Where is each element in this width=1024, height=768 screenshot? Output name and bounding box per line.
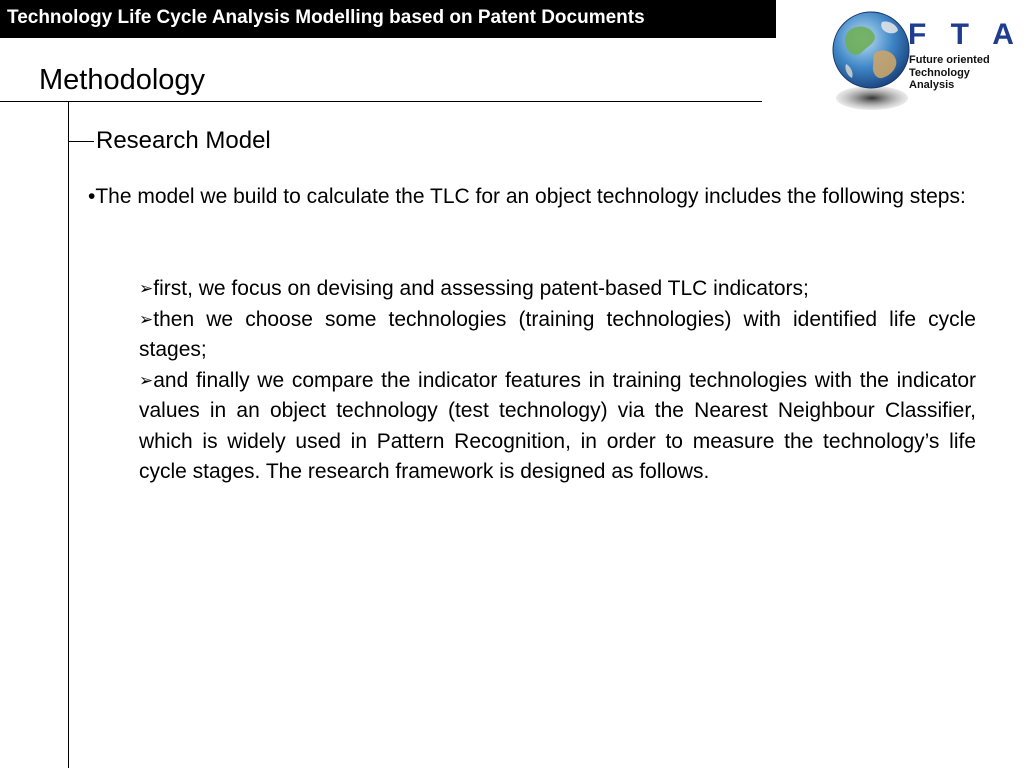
logo-caption-line: Analysis bbox=[909, 79, 955, 91]
subsection-tick bbox=[68, 141, 94, 142]
list-item bbox=[139, 366, 976, 488]
header-divider bbox=[0, 101, 762, 102]
logo-caption-line: Future oriented bbox=[909, 54, 990, 66]
step-text: and finally we compare the indicator features in training technologies with the indicator values in an object technology (test technology) via the Nearest Neighbour Classifier, which is widely used in Pattern Recognition, in order to measure the technology’s life cycle stages. The research framework is designed as follows. bbox=[139, 368, 976, 483]
logo-wordmark: F T A bbox=[908, 18, 1022, 51]
subsection-title: Research Model bbox=[96, 127, 271, 154]
intro-paragraph: •The model we build to calculate the TLC for an object technology includes the following steps: bbox=[88, 185, 966, 208]
globe-icon bbox=[833, 12, 909, 88]
logo-caption bbox=[909, 54, 990, 92]
arrow-bullet-icon: ➢ bbox=[139, 279, 154, 298]
list-item bbox=[139, 274, 976, 305]
section-title: Methodology bbox=[39, 64, 206, 96]
presentation-title-bar: Technology Life Cycle Analysis Modelling based on Patent Documents bbox=[0, 0, 776, 38]
step-text: first, we focus on devising and assessing patent-based TLC indicators; bbox=[153, 277, 809, 300]
list-item bbox=[139, 305, 976, 366]
left-margin-line bbox=[68, 102, 69, 768]
logo-caption-line: Technology bbox=[909, 66, 970, 79]
arrow-bullet-icon: ➢ bbox=[139, 309, 154, 329]
step-text: then we choose some technologies (training technologies) with identified life cycle stages; bbox=[139, 307, 976, 361]
steps-list bbox=[139, 274, 976, 488]
arrow-bullet-icon: ➢ bbox=[139, 370, 154, 390]
